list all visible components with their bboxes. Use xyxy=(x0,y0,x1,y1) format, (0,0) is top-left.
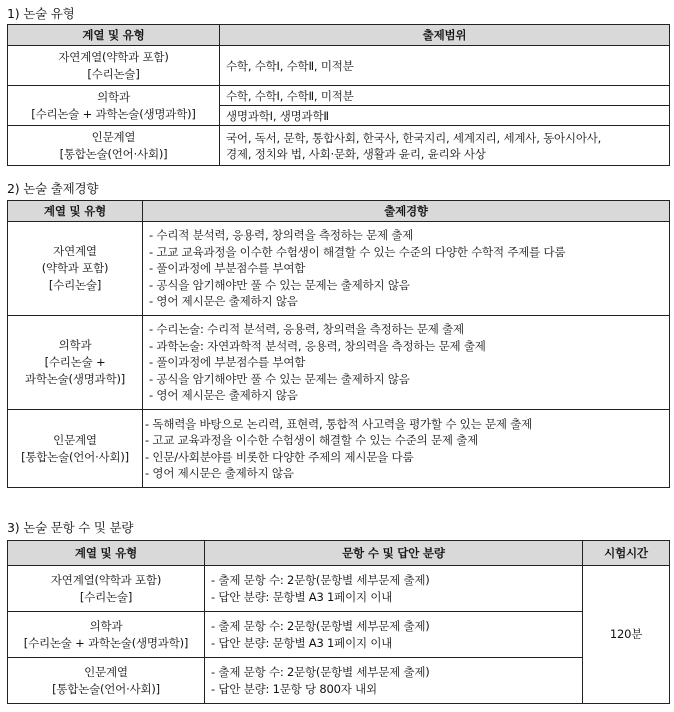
header-time: 시험시간 xyxy=(583,541,670,566)
type-cell: 자연계열(약학과 포함) [수리논술] xyxy=(8,46,220,86)
scope-cell: 국어, 독서, 문학, 통합사회, 한국사, 한국지리, 세계지리, 세계사, 동아시아사, 경제, 정치와 법, 사회·문화, 생활과 윤리, 윤리와 사상 xyxy=(220,126,670,166)
header-volume: 문항 수 및 답안 분량 xyxy=(205,541,583,566)
header-type: 계열 및 유형 xyxy=(8,25,220,46)
type-cell: 인문계열 [통합논술(언어·사회)] xyxy=(8,410,143,488)
table-row xyxy=(8,316,670,410)
list-item: - 과학논술: 자연과학적 분석력, 응용력, 창의력을 측정하는 문제 출제 xyxy=(149,338,486,353)
exam-time-cell: 120분 xyxy=(583,566,670,704)
list-item: - 영어 제시문은 출제하지 않음 xyxy=(145,465,294,480)
volume-cell xyxy=(205,658,583,704)
list-item: - 고교 교육과정을 이수한 수험생이 해결할 수 있는 수준의 다양한 수학적 주제를 다룸 xyxy=(149,244,566,259)
section1-title: 1) 논술 유형 xyxy=(7,6,75,21)
scope-cell: 생명과학Ⅰ, 생명과학Ⅱ xyxy=(220,106,670,126)
exam-trend-table xyxy=(7,200,670,488)
type-cell: 인문계열 [통합논술(언어·사회)] xyxy=(8,126,220,166)
list-item: - 인문/사회분야를 비롯한 다양한 주제의 제시문을 다룸 xyxy=(145,449,414,464)
list-item: - 답안 분량: 문항별 A3 1페이지 이내 xyxy=(211,589,393,604)
section3-title: 3) 논술 문항 수 및 분량 xyxy=(7,520,134,535)
list-item: - 수리논술: 수리적 분석력, 응용력, 창의력을 측정하는 문제 출제 xyxy=(149,322,464,337)
list-item: - 풀이과정에 부분점수를 부여함 xyxy=(149,355,306,370)
list-item: - 영어 제시문은 출제하지 않음 xyxy=(149,294,298,309)
list-item: - 영어 제시문은 출제하지 않음 xyxy=(149,388,298,403)
list-item: - 답안 분량: 문항별 A3 1페이지 이내 xyxy=(211,635,393,650)
list-item: - 고교 교육과정을 이수한 수험생이 해결할 수 있는 수준의 문제 출제 xyxy=(145,433,479,448)
scope-cell: 수학, 수학Ⅰ, 수학Ⅱ, 미적분 xyxy=(220,86,670,106)
table-row xyxy=(8,658,670,704)
list-item: - 출제 문항 수: 2문항(문항별 세부문제 출제) xyxy=(211,619,430,634)
trend-cell xyxy=(143,410,670,488)
type-cell: 의학과 [수리논술 + 과학논술(생명과학)] xyxy=(8,612,205,658)
section2-title: 2) 논술 출제경향 xyxy=(7,181,99,196)
table-row xyxy=(8,612,670,658)
volume-cell xyxy=(205,566,583,612)
list-item: - 공식을 암기해야만 풀 수 있는 문제는 출제하지 않음 xyxy=(149,371,410,386)
type-cell: 인문계열 [통합논술(언어·사회)] xyxy=(8,658,205,704)
type-cell: 자연계열 (약학과 포함) [수리논술] xyxy=(8,222,143,316)
header-trend: 출제경향 xyxy=(143,201,670,222)
volume-cell xyxy=(205,612,583,658)
list-item: - 독해력을 바탕으로 논리력, 표현력, 통합적 사고력을 평가할 수 있는 문제 출제 xyxy=(145,416,533,431)
list-item: - 수리적 분석력, 응용력, 창의력을 측정하는 문제 출제 xyxy=(149,228,414,243)
list-item: - 출제 문항 수: 2문항(문항별 세부문제 출제) xyxy=(211,665,430,680)
table-row xyxy=(8,410,670,488)
list-item: - 공식을 암기해야만 풀 수 있는 문제는 출제하지 않음 xyxy=(149,277,410,292)
list-item: - 답안 분량: 1문항 당 800자 내외 xyxy=(211,681,377,696)
header-scope: 출제범위 xyxy=(220,25,670,46)
list-item: - 풀이과정에 부분점수를 부여함 xyxy=(149,261,306,276)
exam-volume-table xyxy=(7,540,670,704)
list-item: - 출제 문항 수: 2문항(문항별 세부문제 출제) xyxy=(211,573,430,588)
exam-type-table xyxy=(7,24,670,166)
header-type: 계열 및 유형 xyxy=(8,201,143,222)
table-row xyxy=(8,86,670,106)
table-row xyxy=(8,566,670,612)
table-row xyxy=(8,126,670,166)
trend-cell xyxy=(143,222,670,316)
table-row xyxy=(8,222,670,316)
type-cell: 의학과 [수리논술 + 과학논술(생명과학)] xyxy=(8,316,143,410)
type-cell: 자연계열(약학과 포함) [수리논술] xyxy=(8,566,205,612)
trend-cell xyxy=(143,316,670,410)
type-cell: 의학과 [수리논술 + 과학논술(생명과학)] xyxy=(8,86,220,126)
scope-cell: 수학, 수학Ⅰ, 수학Ⅱ, 미적분 xyxy=(220,46,670,86)
header-type: 계열 및 유형 xyxy=(8,541,205,566)
table-row xyxy=(8,46,670,86)
